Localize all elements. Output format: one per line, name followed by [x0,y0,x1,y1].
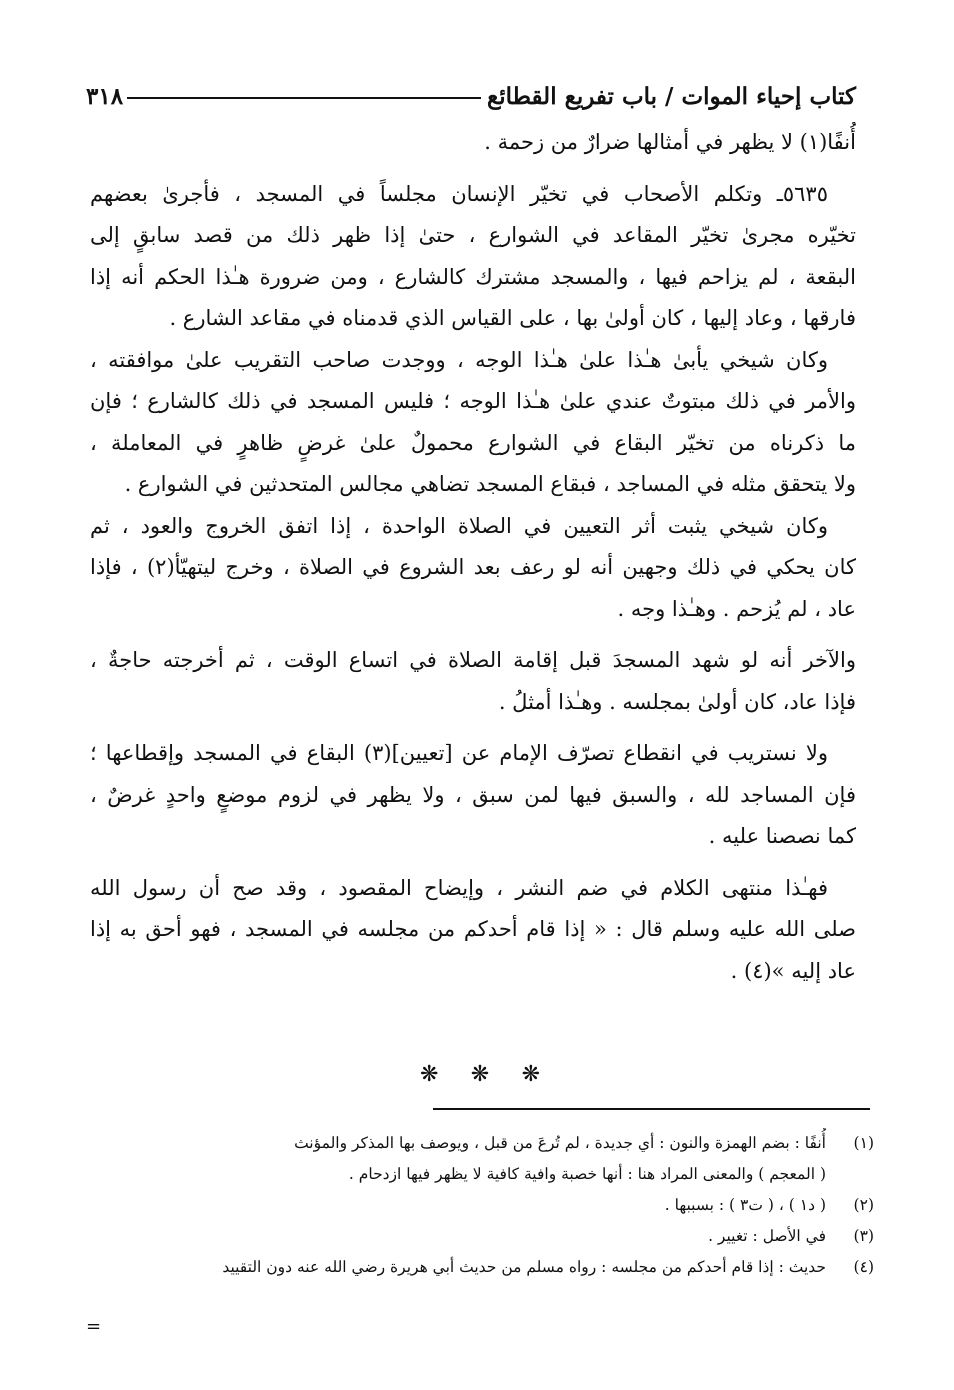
text-line: فارقها ، وعاد إليها ، كان أولىٰ بها ، على القياس الذي قدمناه في مقاعد الشارع . [169,306,856,330]
text-line: صلى الله عليه وسلم قال : « إذا قام أحدكم من مجلسه في المسجد ، فهو أحق به إذا [90,917,856,941]
footnote-1-continued: ( المعجم ) والمعنى المراد هنا : أنها خصبة وافية كافية لا يظهر فيها ازدحام . [348,1165,826,1183]
footnote-number: (٤) [853,1258,874,1276]
text-line: البقعة ، لم يزاحم فيها ، والمسجد مشترك كالشارع ، ومن ضرورة هـٰذا الحكم أنه إذا [90,264,856,289]
header-rule [127,97,481,99]
star-icon: ❋ [420,1062,439,1087]
text-line: عاد إليه »(٤) . [730,958,856,983]
section-separator [420,1062,540,1087]
footnote-rule [433,1108,870,1110]
text-line: والأمر في ذلك مبتوتٌ عندي علىٰ هـٰذا الوجه ؛ فليس المسجد في ذلك كالشارع ؛ فإن [90,389,856,413]
text-line: وكان شيخي يثبت أثر التعيين في الصلاة الواحدة ، إذا اتفق الخروج والعود ، ثم [90,513,828,538]
header-title: كتاب إحياء الموات / باب تفريع القطائع [487,82,856,110]
text-line: ما ذكرناه من تخيّر البقاع في الشوارع محمولٌ علىٰ غرضٍ ظاهرٍ في المعاملة ، [90,430,856,455]
text-line: كما نصصنا عليه . [708,824,856,848]
footnote-text: حديث : إذا قام أحدكم من مجلسه : رواه مسلم من حديث أبي هريرة رضي الله عنه دون التقييد [222,1258,826,1276]
text-line: فإذا عاد، كان أولىٰ بمجلسه . وهـٰذا أمثلُ . [498,689,856,714]
footnote-number: (٢) [853,1196,874,1214]
footnote-1 [88,1128,874,1159]
star-icon: ❋ [470,1062,490,1087]
footnote-text: ( د١ ) ، ( ت٣ ) : بسببها . [664,1196,826,1214]
text-line: كان يحكي في ذلك وجهين أنه لو رعف بعد الشروع في الصلاة ، وخرج ليتهيّأ(٢) ، فإذا [90,555,856,579]
text-line: فهـٰذا منتهى الكلام في ضم النشر ، وإيضاح المقصود ، وقد صح أن رسول الله [90,875,828,900]
text-line: أُنفًا(١) لا يظهر في أمثالها ضرارٌ من زحمة . [484,130,856,154]
footnote-number: (٣) [853,1227,874,1245]
continuation-mark: = [86,1316,102,1337]
text-line: والآخر أنه لو شهد المسجدَ قبل إقامة الصلاة في اتساع الوقت ، ثم أخرجته حاجةٌ ، [90,648,856,672]
footnote-text: في الأصل : تغيير . [708,1227,826,1245]
text-line: ولا يتحقق مثله في المساجد ، فبقاع المسجد تضاهي مجالس المتحدثين في الشوارع . [124,472,856,496]
text-line: ٥٦٣٥ـ وتكلم الأصحاب في تخيّر الإنسان مجلساً في المسجد ، فأجرىٰ بعضهم [90,181,828,206]
text-line: وكان شيخي يأبىٰ هـٰذا علىٰ هـٰذا الوجه ، ووجدت صاحب التقريب علىٰ موافقته ، [90,347,828,372]
main-text [90,122,856,992]
text-line: عاد ، لم يُزحم . وهـٰذا وجه . [617,596,856,621]
footnote-3 [88,1221,874,1252]
text-line: ولا نستريب في انقطاع تصرّف الإمام عن [تعيين](٣) البقاع في المسجد وإقطاعها ؛ [90,741,829,765]
footnote-4 [88,1252,874,1283]
text-line: فإن المساجد لله ، والسبق فيها لمن سبق ، ولا يظهر في لزوم موضعٍ واحدٍ غرضٌ ، [90,782,856,807]
running-header [86,78,856,114]
star-icon: ❋ [521,1062,540,1087]
text-line: تخيّره مجرىٰ تخيّر المقاعد في الشوارع ، حتىٰ إذا ظهر ذلك من قصد سابقٍ إلى [90,223,856,247]
footnotes [88,1128,874,1283]
footnote-text: أُنفًا : بضم الهمزة والنون : أي جديدة ، لم تُرعَ من قبل ، ويوصف بها المذكر والمؤنث [294,1134,826,1152]
page-number: ٣١٨ [86,82,124,110]
footnote-number: (١) [853,1134,874,1152]
footnote-2 [88,1190,874,1221]
